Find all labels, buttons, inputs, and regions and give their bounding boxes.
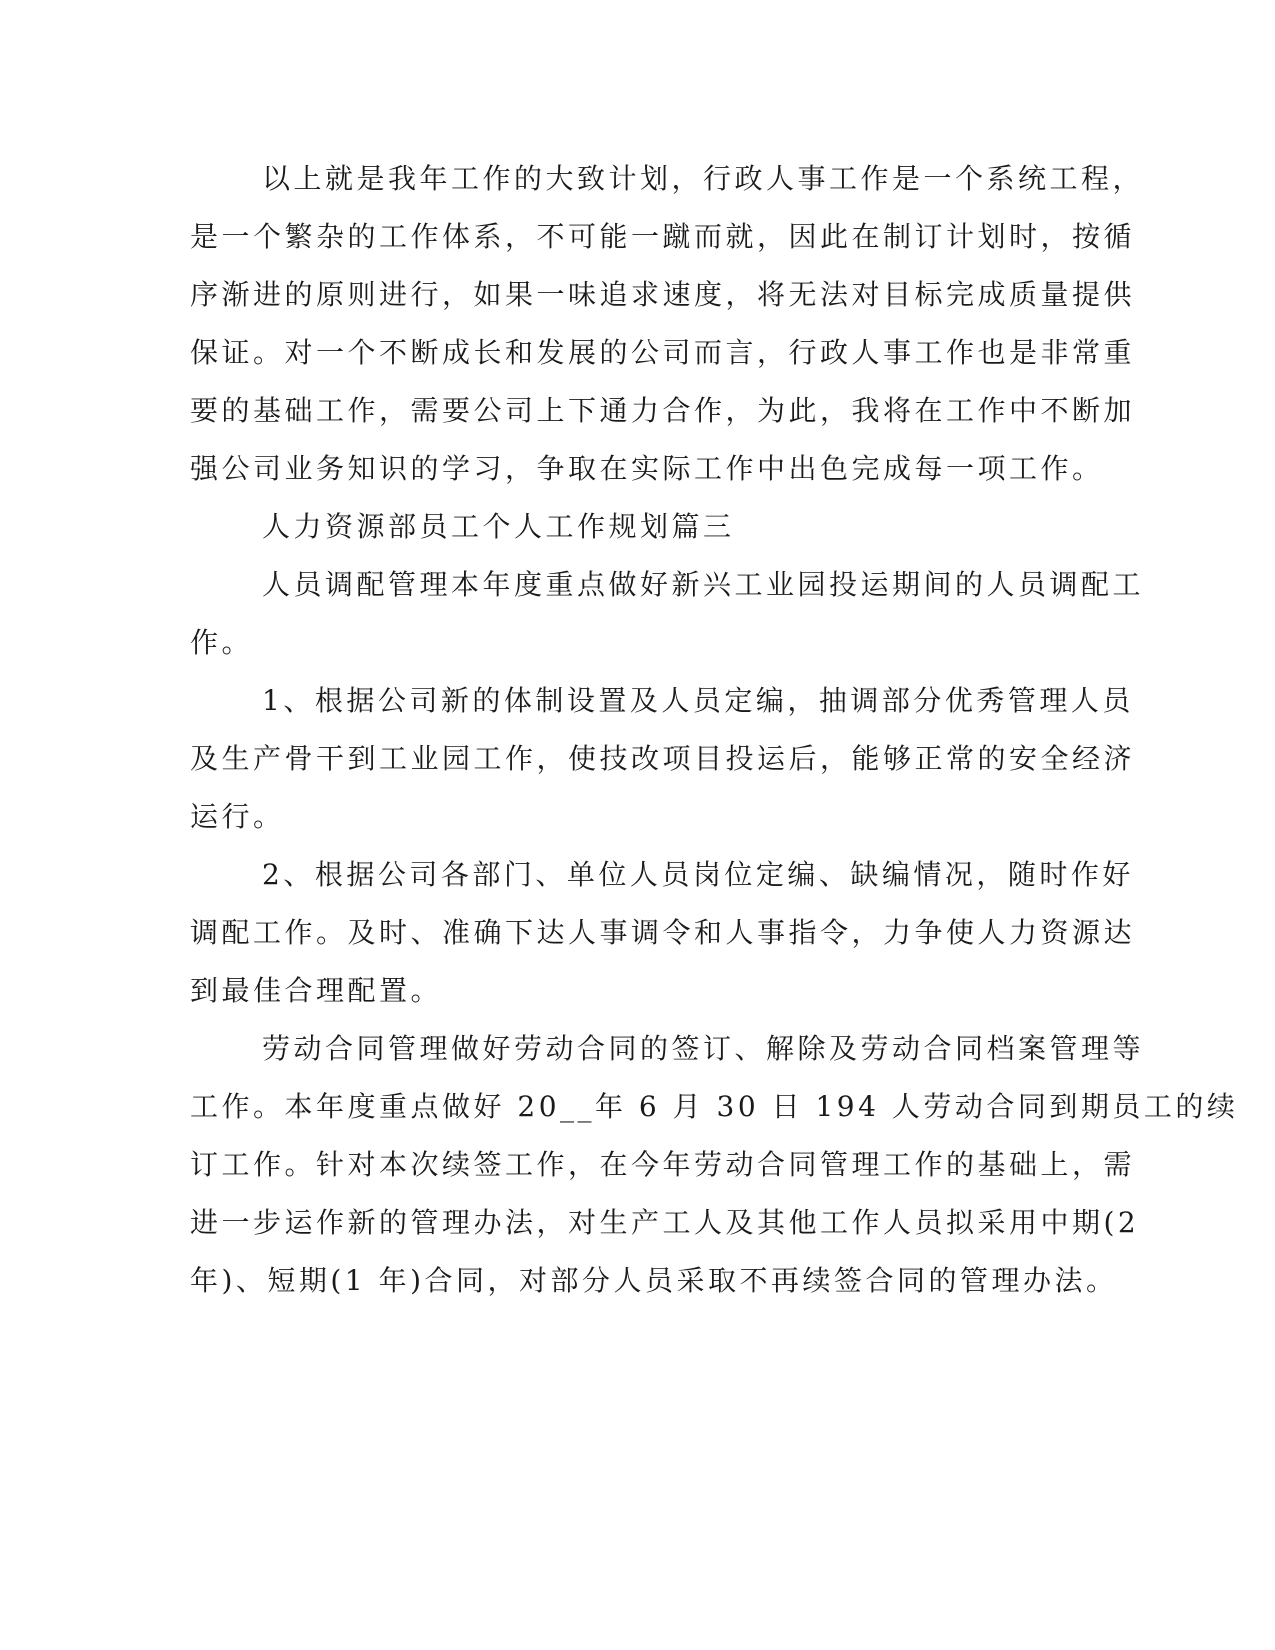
- paragraph-3-line-4: 进一步运作新的管理办法，对生产工人及其他工作人员拟采用中期(2: [190, 1206, 1140, 1239]
- paragraph-1-line-6: 强公司业务知识的学习，争取在实际工作中出色完成每一项工作。: [190, 452, 1104, 485]
- paragraph-3-line-2: 工作。本年度重点做好 20__年 6 月 30 日 194 人劳动合同到期员工的续: [190, 1090, 1239, 1123]
- item-2-line-3: 到最佳合理配置。: [190, 974, 443, 1007]
- paragraph-1-line-4: 保证。对一个不断成长和发展的公司而言，行政人事工作也是非常重: [190, 336, 1136, 369]
- paragraph-1-line-2: 是一个繁杂的工作体系，不可能一蹴而就，因此在制订计划时，按循: [190, 220, 1136, 253]
- paragraph-3-line-1: 劳动合同管理做好劳动合同的签订、解除及劳动合同档案管理等: [262, 1032, 1145, 1065]
- paragraph-1-line-3: 序渐进的原则进行，如果一味追求速度，将无法对目标完成质量提供: [190, 278, 1136, 311]
- item-1-line-2: 及生产骨干到工业园工作，使技改项目投运后，能够正常的安全经济: [190, 742, 1136, 775]
- paragraph-1-line-5: 要的基础工作，需要公司上下通力合作，为此，我将在工作中不断加: [190, 394, 1136, 427]
- paragraph-2-line-2: 作。: [190, 626, 254, 659]
- item-1-line-1: 1、根据公司新的体制设置及人员定编，抽调部分优秀管理人员: [262, 684, 1134, 717]
- item-1-line-3: 运行。: [190, 800, 285, 833]
- section-heading: 人力资源部员工个人工作规划篇三: [262, 510, 735, 543]
- paragraph-3-line-3: 订工作。针对本次续签工作，在今年劳动合同管理工作的基础上，需: [190, 1148, 1136, 1181]
- item-2-line-1: 2、根据公司各部门、单位人员岗位定编、缺编情况，随时作好: [262, 858, 1134, 891]
- paragraph-2-line-1: 人员调配管理本年度重点做好新兴工业园投运期间的人员调配工: [262, 568, 1145, 601]
- paragraph-1-line-1: 以上就是我年工作的大致计划，行政人事工作是一个系统工程，: [262, 162, 1145, 195]
- item-2-line-2: 调配工作。及时、准确下达人事调令和人事指令，力争使人力资源达: [190, 916, 1136, 949]
- paragraph-3-line-5: 年)、短期(1 年)合同，对部分人员采取不再续签合同的管理办法。: [190, 1264, 1118, 1297]
